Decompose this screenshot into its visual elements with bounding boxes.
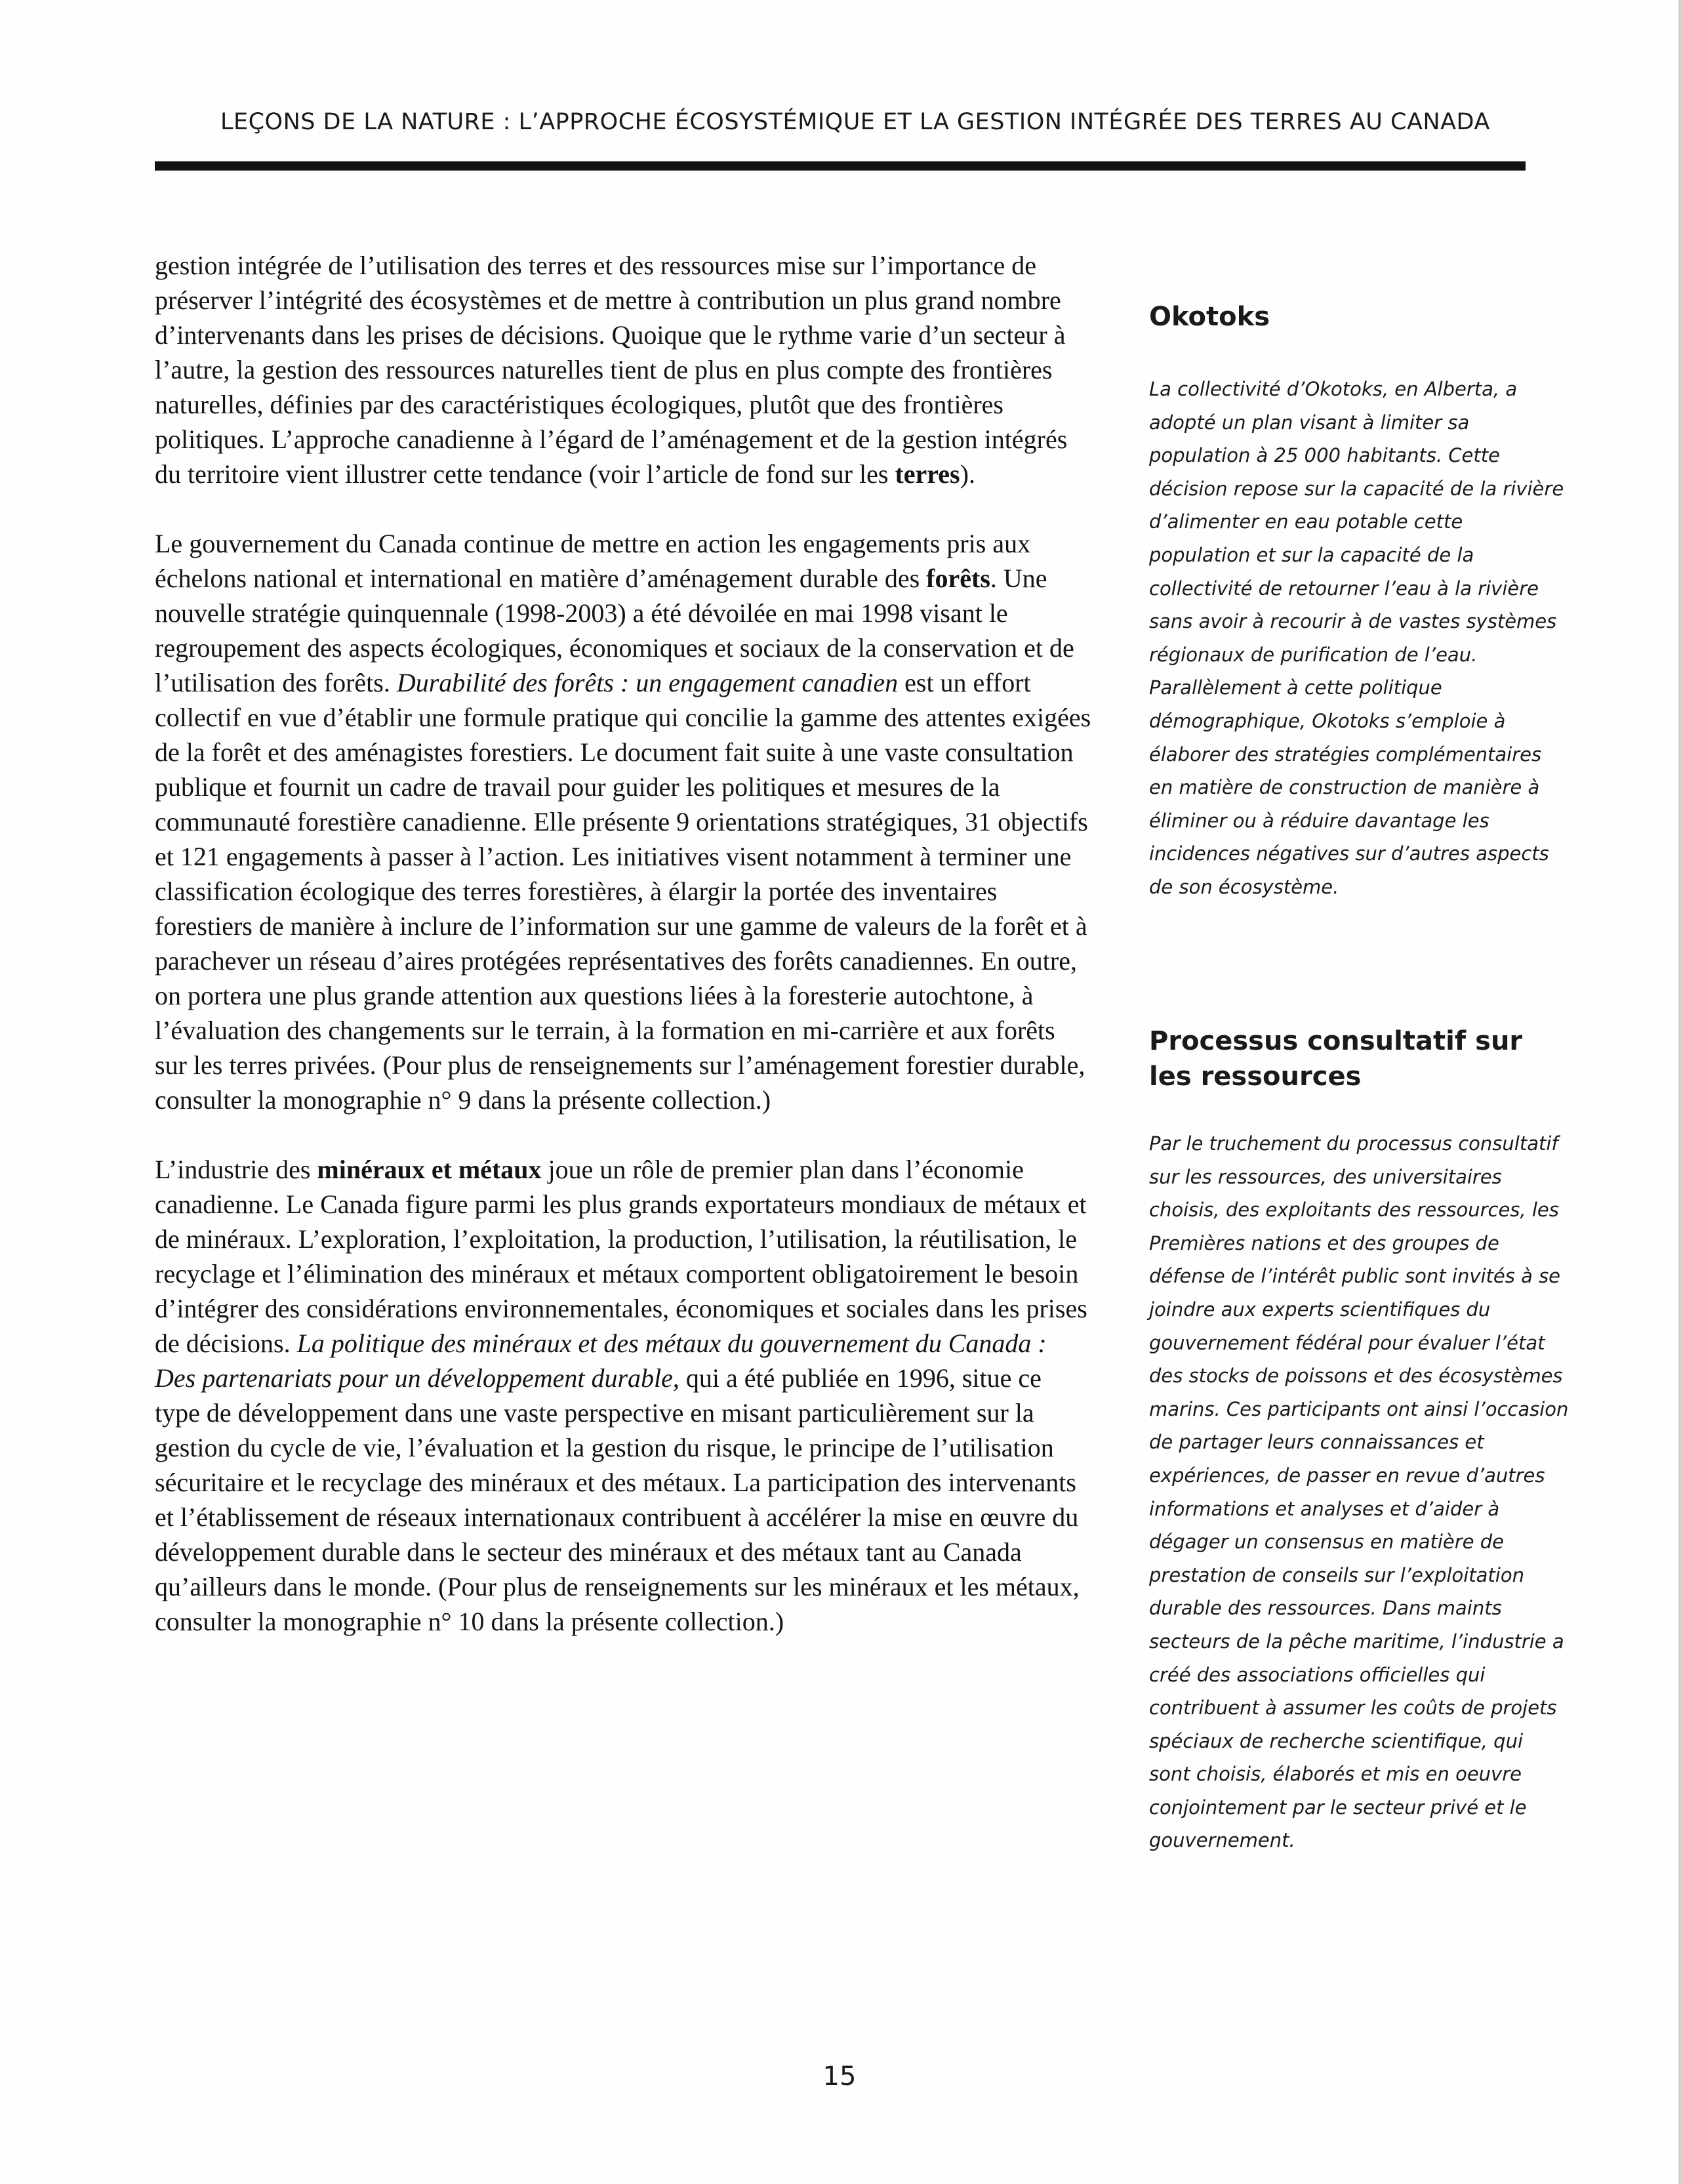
paragraph-text: gestion intégrée de l’utilisation des terres et des ressources mise sur l’importance de préserver l’intégrité des écosystèmes et de mettre à contribution un plus grand nombre d’intervenants dans les prises de décisions. Quoique que le rythme varie d’un secteur à l’autre, la gestion des ressources naturelles tient de plus en plus compte des frontières naturelles, définies par des caractéristiques écologiques, plutôt que des frontières politiques. L’approche canadienne à l’égard de l’aménagement et de la gestion intégrés du territoire vient illustrer cette tendance (voir l’article de fond sur les (155, 251, 1068, 489)
sidebar-heading-consultatif: Processus consultatif sur les ressources (1149, 1026, 1523, 1092)
paragraph-forets (155, 526, 1093, 1117)
header-rule (155, 161, 1526, 171)
paragraph-text: L’industrie des (155, 1155, 317, 1184)
paragraph-text: . Une nouvelle stratégie quinquennale (1998-2003) a été dévoilée en mai 1998 visant le regroupement des aspects écologiques, économiques et sociaux de la conservation et de l’utilisation des forêts. (155, 564, 1074, 697)
paragraph-mineraux (155, 1152, 1093, 1639)
sidebar-text-okotoks: La collectivité d’Okotoks, en Alberta, a adopté un plan visant à limiter sa population à 25 000 habitants. Cette décision repose sur la capacité de la rivière d’alimenter en eau potable cette population et sur la capacité de la collectivité de retourner l’eau à la rivière sans avoir à recourir à de vastes systèmes régionaux de purification de l’eau. Parallèlement à cette politique démographique, Okotoks s’emploie à élaborer des stratégies complémentaires en matière de construction de manière à éliminer ou à réduire davantage les incidences négatives sur d’autres aspects de son écosystème. (1149, 378, 1564, 898)
sidebar-heading-okotoks: Okotoks (1149, 302, 1270, 332)
page-number: 15 (822, 2061, 857, 2091)
paragraph-text: est un effort collectif en vue d’établir une formule pratique qui concilie la gamme des attentes exigées de la forêt et des aménagistes forestiers. Le document fait suite à une vaste consultation publique et fournit un cadre de travail pour guider les politiques et mesures de la communauté forestière canadienne. Elle présente 9 orientations stratégiques, 31 objectifs et 121 engagements à passer à l’action. Les initiatives visent notamment à terminer une classification écologique des terres forestières, à élargir la portée des inventaires forestiers de manière à inclure de l’information sur une gamme de valeurs de la forêt et à parachever un réseau d’aires protégées représentatives des forêts canadiennes. En outre, on portera une plus grande attention aux questions liées à la foresterie autochtone, à l’évaluation des changements sur le terrain, à la formation en mi-carrière et aux forêts sur les terres privées. (Pour plus de renseignements sur l’aménagement forestier durable, consulter la monographie n° 9 dans la présente collection.) (155, 668, 1091, 1115)
keyword-forets: forêts (926, 564, 990, 593)
paragraph-text: Le gouvernement du Canada continue de mettre en action les engagements pris aux échelons national et international en matière d’aménagement durable des (155, 529, 1031, 593)
page-edge (1678, 0, 1681, 2184)
paragraph-text: , qui a été publiée en 1996, situe ce type de développement dans une vaste perspective en misant particulièrement sur la gestion du cycle de vie, l’évaluation et la gestion du risque, le principe de l’utilisation sécuritaire et le recyclage des minéraux et des métaux. La participation des intervenants et l’établissement de réseaux internationaux contribuent à accélérer la mise en œuvre du développement durable dans le secteur des minéraux et des métaux tant au Canada qu’ailleurs dans le monde. (Pour plus de renseignements sur les minéraux et les métaux, consulter la monographie n° 10 dans la présente collection.) (155, 1363, 1080, 1636)
paragraph-terres (155, 248, 1093, 491)
paragraph-text: joue un rôle de premier plan dans l’économie canadienne. Le Canada figure parmi les plus grands exportateurs mondiaux de métaux et de minéraux. L’exploration, l’exploitation, la production, l’utilisation, la réutilisation, le recyclage et l’élimination des minéraux et métaux comportent obligatoirement le besoin d’intégrer des considérations environnementales, économiques et sociales dans les prises de décisions. (155, 1155, 1087, 1358)
publication-title: Durabilité des forêts : un engagement canadien (396, 668, 899, 697)
publication-title: La politique des minéraux et des métaux du gouvernement du Canada : Des partenariats pour un développement durable (155, 1329, 1047, 1393)
main-column (155, 248, 1093, 1674)
keyword-mineraux-metaux: minéraux et métaux (317, 1155, 542, 1184)
running-header: LEÇONS DE LA NATURE : L’APPROCHE ÉCOSYSTÉMIQUE ET LA GESTION INTÉGRÉE DES TERRES AU CANADA (220, 109, 1490, 135)
paragraph-text: ). (960, 459, 975, 489)
keyword-terres: terres (895, 459, 960, 489)
sidebar-text-consultatif: Par le truchement du processus consultatif sur les ressources, des universitaires choisis, des exploitants des ressources, les Premières nations et des groupes de défense de l’intérêt public sont invités à se joindre aux experts scientifiques du gouvernement fédéral pour évaluer l’état des stocks de poissons et des écosystèmes marins. Ces participants ont ainsi l’occasion de partager leurs connaissances et expériences, de passer en revue d’autres informations et analyses et d’aider à dégager un consensus en matière de prestation de conseils sur l’exploitation durable des ressources. Dans maints secteurs de la pêche maritime, l’industrie a créé des associations officielles qui contribuent à assumer les coûts de projets spéciaux de recherche scientifique, qui sont choisis, élaborés et mis en oeuvre conjointement par le secteur privé et le gouvernement. (1149, 1132, 1569, 1852)
